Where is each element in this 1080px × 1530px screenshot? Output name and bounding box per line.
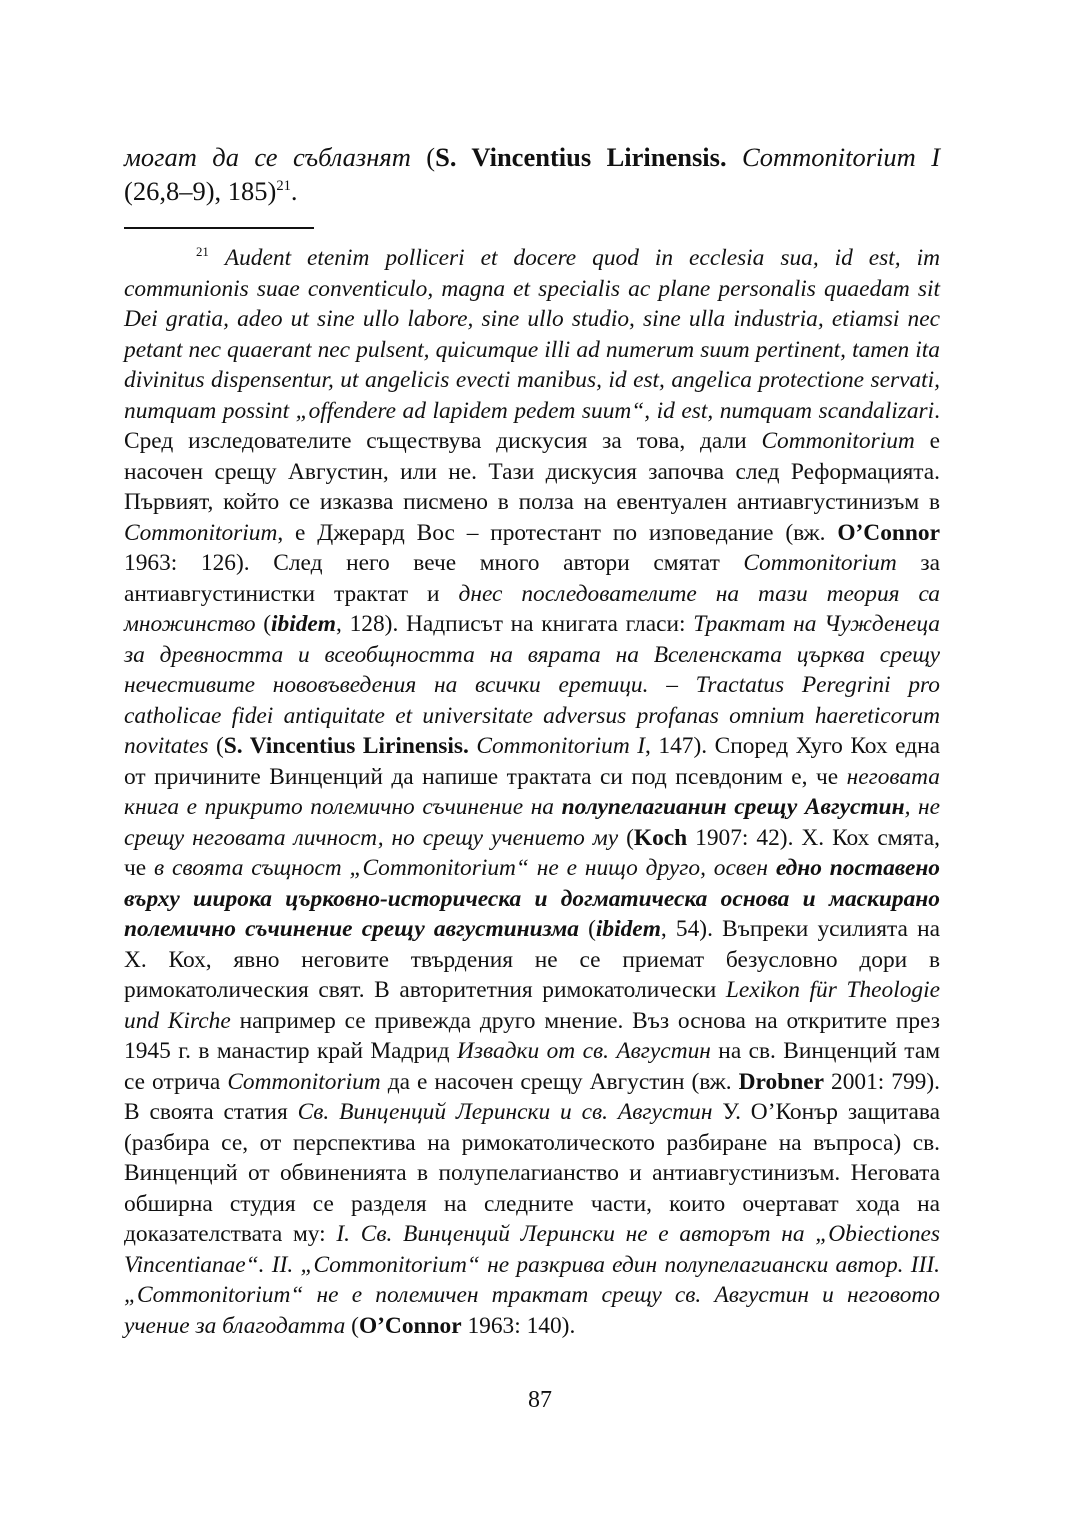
footnote-segment: например се привежда друго мнение. Въз основа на откритите през 1945 г. в манастир край Мадрид — [124, 1007, 940, 1064]
footnote-separator-rule — [124, 227, 314, 229]
footnote-segment: I. Св. Винценций Лерински не е авторът на „Obiectiones Vincentianae“. II. „Commonitorium“ не разкрива един полупелагиански автор. III. „Commonitorium“ не е полемичен трактат срещу св. Августин и неговото учение за благодатта — [124, 1221, 940, 1339]
footnote-reference: 21 — [276, 178, 291, 195]
footnote-segment: Koch — [633, 824, 688, 851]
page-number: 87 — [528, 1387, 552, 1413]
footnote-segment: Commonitorium — [227, 1068, 381, 1095]
main-seg-4: Commonitorium — [742, 142, 916, 172]
footnote-segment: Commonitorium I — [476, 733, 646, 759]
footnote-segment: на св. Винценций там се отрича — [124, 1038, 940, 1095]
footnote-segment: днес последователите на тази теория са множинство — [124, 580, 940, 637]
footnote-segment: Lexikon für Theologie und Kirche — [124, 977, 940, 1034]
footnote-segment: , не срещу неговата личност, но срещу учението му — [124, 794, 941, 851]
main-seg-6: I — [931, 142, 941, 172]
footnote-segment: Audent etenim polliceri et docere quod in ecclesia sua, id est, im communionis suae conventiculo, magna et specialis ac plane personalis quaedam sit Dei gratia, adeo ut sine ullo labore, sine ullo studio, sine ulla industria, etiamsi nec petant nec quaerant nec pulsent, quicumque illi ad numerum suum pertinent, tamen ita divinitus dispensentur, ut angelicis evecti manibus, id est, angelica protectione servati, numquam possint „offendere ad lapidem pedem suum“, id est, numquam scandalizari — [124, 245, 940, 424]
footnote-segment: , 147). Според Хуго Кох една от причините Винценций да напише трактата си под псевдоним е, че — [124, 733, 940, 790]
footnote-segment: ( — [618, 824, 634, 851]
footnote-segment: Трактат на Чужденеца за древността и всеобщността на вярата на Вселенската църква срещу нечестивите нововъведения на всички еретици. – Tractatus Peregrini pro catholicae fidei antiquitate et universitate adversus profanas omnium haereticorum novitates — [124, 611, 941, 759]
footnote-segment: Св. Винценций Лерински и св. Августин — [297, 1099, 713, 1125]
main-seg-2: S. Vincentius Lirinensis. — [435, 142, 727, 172]
footnote-segment: в своята същност „Commonitorium“ не е нищо друго, освен — [154, 855, 776, 881]
footnote-segment: Извадки от св. Августин — [456, 1038, 711, 1064]
footnote-segment: ( — [255, 611, 272, 637]
footnote-segment: 1963: 140). — [461, 1312, 576, 1339]
main-seg-0: могат да се съблазнят — [124, 142, 411, 172]
main-seg-7: (26,8–9), 185) — [124, 176, 277, 206]
footnote-segment: неговата книга е прикрито полемично съчинение на — [124, 763, 940, 820]
main-seg-9: . — [290, 176, 298, 206]
footnote-segment: S. Vincentius Lirinensis. — [223, 733, 469, 759]
main-seg-1: ( — [410, 142, 436, 172]
footnote-segment: , 54). Въпреки усилията на Х. Кох, явно неговите твърдения не се приемат безусловно дори в римокатолическия свят. В авторитетния римокатолически — [124, 916, 940, 1003]
footnote-segment: ibidem — [271, 611, 336, 637]
footnote-segment: . Сред изследователите съществува дискусия за това, дали — [124, 397, 940, 454]
footnote-segment: за антиавгустинистки трактат и — [124, 550, 940, 607]
footnote-segment: едно поставено върху широка църковно-историческа и догматическа основа и маскирано полемично съчинение срещу августинизма — [124, 855, 941, 942]
footnote-segment: У. О’Конър защитава (разбира се, от перспектива на римокатолическото разбиране на въпроса) св. Винценций от обвиненията в полупелагианство и антиавгустинизъм. Неговата обширна студия се разделя на следните части, които очертават хода на доказателствата му: — [124, 1099, 940, 1247]
footnote-paragraph — [124, 243, 940, 1341]
main-seg-3 — [727, 142, 742, 172]
footnote-segment: ( — [208, 733, 224, 759]
footnote-segment: Commonitorium — [761, 428, 915, 454]
footnote-segment: да е насочен срещу Августин (вж. — [380, 1068, 739, 1095]
footnote-segment: Drobner — [738, 1068, 824, 1095]
footnote-segment: ( — [578, 916, 596, 942]
footnote-segment: Commonitorium — [743, 550, 897, 576]
footnote-segment: , е Джерард Вос – протестант по изповедание (вж. — [277, 519, 838, 546]
footnote-segment: 2001: 799). В своята статия — [124, 1068, 941, 1125]
footnote-segment: е насочен срещу Августин, или не. Тази дискусия започва след Реформацията. Първият, който се изказва писмено в полза на евентуален антиавгустинизъм в — [124, 428, 940, 515]
footnote-segment: ibidem — [595, 916, 661, 942]
main-text-paragraph — [124, 140, 940, 208]
footnote-segment: O’Connor — [358, 1312, 462, 1339]
footnote-segment: , 128). Надписът на книгата гласи: — [336, 611, 694, 637]
footnote-number: 21 — [196, 245, 209, 260]
footnote-segment: полупелагианин срещу Августин — [561, 794, 905, 820]
footnote-segment: O’Connor — [837, 519, 940, 546]
main-seg-5 — [916, 142, 931, 172]
footnote-segment: 1963: 126). След него вече много автори смятат — [124, 550, 744, 576]
footnote-segment: 1907: 42). Х. Кох смята, че — [124, 824, 940, 881]
footnote-segment: Commonitorium — [124, 519, 278, 546]
footnote-segment: ( — [345, 1312, 359, 1339]
